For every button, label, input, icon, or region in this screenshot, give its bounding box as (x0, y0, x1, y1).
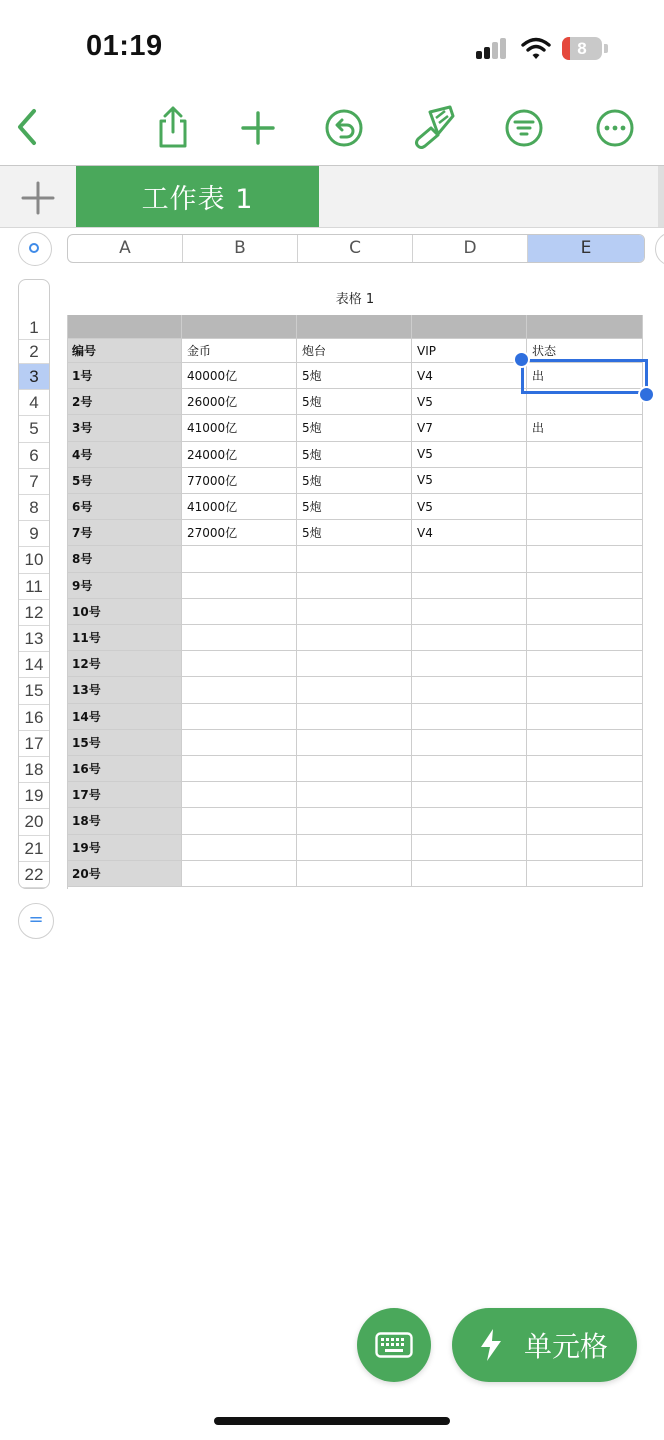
table-cell[interactable] (182, 704, 297, 730)
table-cell[interactable] (297, 704, 412, 730)
table-cell[interactable] (527, 651, 643, 677)
table-row-label[interactable]: 4号 (67, 442, 182, 468)
table-cell[interactable] (412, 573, 527, 599)
table-cell[interactable]: V4 (412, 520, 527, 546)
table-header-band-cell[interactable] (67, 315, 182, 339)
row-header-15[interactable]: 15 (19, 678, 49, 704)
table-cell[interactable] (527, 677, 643, 703)
table-cell[interactable] (412, 730, 527, 756)
table-row-label[interactable]: 15号 (67, 730, 182, 756)
table-row-label[interactable]: 2号 (67, 389, 182, 415)
table-cell[interactable] (527, 808, 643, 834)
table-header-band-cell[interactable] (527, 315, 643, 339)
column-header-b[interactable]: B (183, 235, 298, 262)
table-cell[interactable]: 5炮 (297, 520, 412, 546)
table-row-label[interactable]: 13号 (67, 677, 182, 703)
row-header-bar (18, 279, 50, 889)
row-header-17[interactable]: 17 (19, 731, 49, 757)
table-cell[interactable]: 5炮 (297, 363, 412, 389)
row-header-22[interactable]: 22 (19, 862, 49, 888)
table-cell[interactable] (527, 861, 643, 887)
wifi-icon (521, 37, 551, 61)
format-brush-icon[interactable] (409, 102, 459, 152)
table-cell[interactable]: 77000亿 (182, 468, 297, 494)
add-column-button[interactable] (655, 232, 664, 266)
column-header-d[interactable]: D (413, 235, 528, 262)
selection-handle-top[interactable] (513, 351, 530, 368)
table-cell[interactable] (527, 756, 643, 782)
column-header-c[interactable]: C (298, 235, 413, 262)
table-row-label[interactable]: 17号 (67, 782, 182, 808)
column-header-e[interactable]: E (528, 235, 644, 262)
table-row-label[interactable]: 5号 (67, 468, 182, 494)
table-header-band-cell[interactable] (182, 315, 297, 339)
table-cell[interactable] (412, 756, 527, 782)
column-header-bar (67, 234, 645, 263)
circle-icon (29, 243, 39, 253)
table-cell[interactable]: 5炮 (297, 415, 412, 441)
battery-icon (562, 37, 602, 60)
table-cell[interactable] (182, 782, 297, 808)
table-cell[interactable] (297, 756, 412, 782)
row-header-18[interactable]: 18 (19, 757, 49, 783)
back-icon[interactable] (2, 102, 52, 152)
row-header-16[interactable]: 16 (19, 705, 49, 731)
table-cell[interactable] (297, 808, 412, 834)
table-cell[interactable]: V5 (412, 494, 527, 520)
table-cell[interactable]: 41000亿 (182, 415, 297, 441)
table-cell[interactable] (527, 730, 643, 756)
table-row-label[interactable]: 18号 (67, 808, 182, 834)
select-table-button[interactable] (18, 232, 52, 266)
table-cell[interactable] (412, 651, 527, 677)
row-header-7[interactable]: 7 (19, 469, 49, 495)
table-row-label[interactable]: 12号 (67, 651, 182, 677)
table-title[interactable]: 表格 1 (335, 292, 375, 307)
cell-button-label: 单元格 (524, 1330, 609, 1363)
status-time: 01:19 (86, 30, 163, 62)
keyboard-button[interactable] (357, 1308, 431, 1382)
table-column-label[interactable]: VIP (412, 339, 527, 363)
row-header-19[interactable]: 19 (19, 783, 49, 809)
add-sheet-icon[interactable] (18, 178, 58, 218)
table-cell[interactable] (412, 625, 527, 651)
sheet-tab-bar (0, 165, 664, 228)
table-cell[interactable] (182, 730, 297, 756)
table-cell[interactable] (182, 651, 297, 677)
cell-format-button[interactable] (452, 1308, 637, 1382)
table-cell[interactable]: 5炮 (297, 468, 412, 494)
organize-icon[interactable] (499, 103, 549, 153)
table-cell[interactable] (527, 520, 643, 546)
table-cell[interactable] (412, 782, 527, 808)
table-row-label[interactable]: 14号 (67, 704, 182, 730)
row-header-11[interactable]: 11 (19, 574, 49, 600)
add-icon[interactable] (233, 103, 283, 153)
table-cell[interactable] (527, 625, 643, 651)
table-header-band-cell[interactable] (297, 315, 412, 339)
table-cell[interactable] (297, 730, 412, 756)
table-cell[interactable] (297, 573, 412, 599)
row-header-1[interactable]: 1 (19, 316, 49, 340)
table-cell[interactable] (527, 704, 643, 730)
table-cell[interactable] (412, 546, 527, 572)
row-header-14[interactable]: 14 (19, 652, 49, 678)
row-header-8[interactable]: 8 (19, 495, 49, 521)
table-row-label[interactable]: 10号 (67, 599, 182, 625)
table-cell[interactable] (182, 808, 297, 834)
table-column-label[interactable]: 金币 (182, 339, 297, 363)
table-cell[interactable] (412, 808, 527, 834)
table-cell[interactable] (527, 573, 643, 599)
table-cell[interactable]: 5炮 (297, 389, 412, 415)
table-cell[interactable]: 5炮 (297, 494, 412, 520)
table-cell[interactable] (527, 835, 643, 861)
signal-icon (476, 38, 510, 60)
share-icon[interactable] (148, 102, 198, 152)
table-cell[interactable]: 出 (527, 415, 643, 441)
table-cell[interactable]: 27000亿 (182, 520, 297, 546)
table-cell[interactable]: 5炮 (297, 442, 412, 468)
table-cell[interactable]: V7 (412, 415, 527, 441)
table-cell[interactable] (297, 546, 412, 572)
table-cell[interactable]: 41000亿 (182, 494, 297, 520)
table-cell[interactable]: V5 (412, 468, 527, 494)
tabbar-edge (658, 166, 664, 227)
table-cell[interactable] (297, 599, 412, 625)
table-cell[interactable] (297, 651, 412, 677)
row-header-5[interactable]: 5 (19, 416, 49, 442)
table-cell[interactable] (412, 677, 527, 703)
table-cell[interactable] (297, 782, 412, 808)
battery-level: 8 (577, 39, 587, 58)
table-cell[interactable] (182, 677, 297, 703)
undo-icon[interactable] (319, 103, 369, 153)
table-cell[interactable]: V5 (412, 442, 527, 468)
table-cell[interactable]: 24000亿 (182, 442, 297, 468)
table-row-label[interactable]: 20号 (67, 861, 182, 887)
sheet-tab-active[interactable]: 工作表 1 (76, 166, 319, 227)
row-header-12[interactable]: 12 (19, 600, 49, 626)
table-cell[interactable] (182, 573, 297, 599)
table-row-label[interactable]: 9号 (67, 573, 182, 599)
home-indicator[interactable] (214, 1417, 450, 1425)
table-cell[interactable] (412, 861, 527, 887)
table-cell[interactable] (527, 494, 643, 520)
table-cell[interactable] (297, 625, 412, 651)
row-header-4[interactable]: 4 (19, 390, 49, 416)
table-cell[interactable] (412, 599, 527, 625)
keyboard-icon (375, 1332, 413, 1358)
table-row-label[interactable]: 1号 (67, 363, 182, 389)
table-cell[interactable] (527, 599, 643, 625)
table-cell[interactable] (182, 546, 297, 572)
table-row-label[interactable]: 7号 (67, 520, 182, 546)
table-cell[interactable] (182, 625, 297, 651)
table-cell[interactable] (182, 861, 297, 887)
table-column-label[interactable]: 编号 (67, 339, 182, 363)
table-row-label[interactable]: 8号 (67, 546, 182, 572)
table-cell[interactable]: 40000亿 (182, 363, 297, 389)
table-column-label[interactable]: 状态 (527, 339, 643, 363)
table-cell[interactable] (297, 835, 412, 861)
table-column-label[interactable]: 炮台 (297, 339, 412, 363)
battery-nub (604, 44, 608, 53)
table-cell[interactable] (527, 442, 643, 468)
table-row-label[interactable]: 3号 (67, 415, 182, 441)
table-cell[interactable] (412, 835, 527, 861)
table-row-label[interactable]: 11号 (67, 625, 182, 651)
table-cell[interactable] (527, 546, 643, 572)
lightning-icon (478, 1328, 504, 1362)
row-header-13[interactable]: 13 (19, 626, 49, 652)
table-cell[interactable] (412, 704, 527, 730)
row-header-6[interactable]: 6 (19, 443, 49, 469)
selection-handle-bottom[interactable] (638, 386, 655, 403)
row-header-2[interactable]: 2 (19, 340, 49, 364)
more-icon[interactable] (590, 103, 640, 153)
table-cell[interactable] (182, 599, 297, 625)
table-cell[interactable]: 26000亿 (182, 389, 297, 415)
table-cell[interactable] (297, 677, 412, 703)
table-row-label[interactable]: 16号 (67, 756, 182, 782)
table-cell[interactable] (297, 861, 412, 887)
cell-selection[interactable] (521, 359, 648, 394)
table-cell[interactable] (182, 756, 297, 782)
table-cell[interactable]: 出 (527, 363, 643, 389)
table-cell[interactable] (527, 468, 643, 494)
row-header-20[interactable]: 20 (19, 809, 49, 835)
add-row-button[interactable]: = (18, 903, 54, 939)
table-header-band-cell[interactable] (412, 315, 527, 339)
table-cell[interactable]: V4 (412, 363, 527, 389)
column-header-a[interactable]: A (68, 235, 183, 262)
row-header-21[interactable]: 21 (19, 836, 49, 862)
row-header-10[interactable]: 10 (19, 547, 49, 573)
table-row-label[interactable]: 19号 (67, 835, 182, 861)
table-cell[interactable] (527, 782, 643, 808)
table-cell[interactable]: V5 (412, 389, 527, 415)
row-header-9[interactable]: 9 (19, 521, 49, 547)
row-header-3[interactable]: 3 (19, 364, 49, 390)
table-cell[interactable] (182, 835, 297, 861)
table-row-label[interactable]: 6号 (67, 494, 182, 520)
